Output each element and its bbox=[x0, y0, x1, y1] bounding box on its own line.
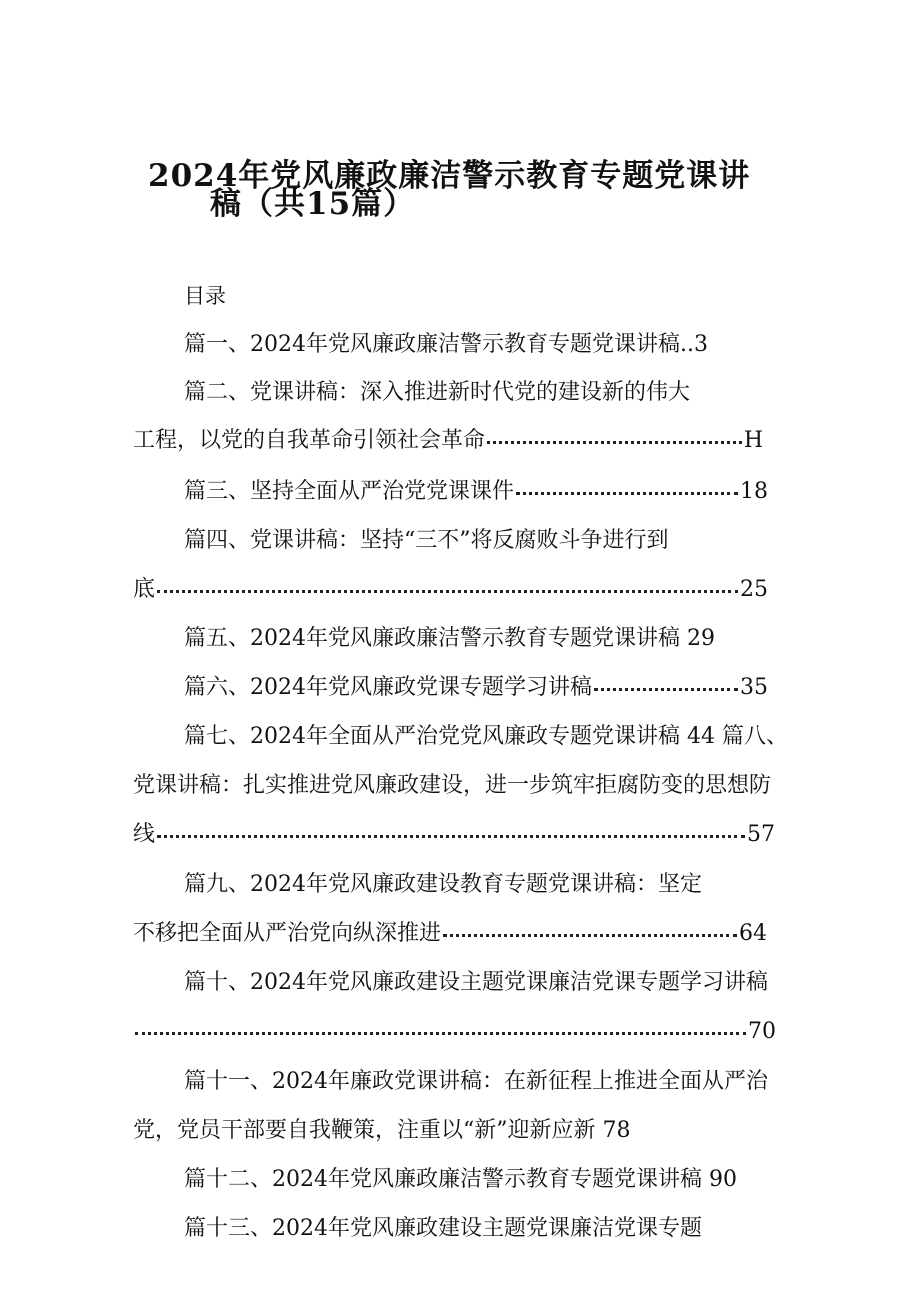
toc-label: 目录 bbox=[184, 284, 226, 308]
toc-entry[interactable]: 篇九、2024年党风廉政建设教育专题党课讲稿：坚定 bbox=[184, 872, 702, 897]
toc-page-number: 25 bbox=[740, 577, 768, 602]
toc-entry[interactable]: 篇十三、2024年党风廉政建设主题党课廉洁党课专题 bbox=[184, 1216, 702, 1241]
toc-entry-text: 不移把全面从严治党向纵深推进 bbox=[133, 921, 442, 946]
leader-dots bbox=[443, 933, 737, 937]
toc-page-number: H bbox=[743, 428, 763, 453]
toc-page-number: 57 bbox=[747, 822, 775, 847]
toc-entry[interactable] bbox=[133, 919, 767, 949]
toc-entry[interactable] bbox=[184, 673, 768, 703]
title-line-1: 2024年党风廉政廉洁警示教育专题党课讲 bbox=[148, 158, 751, 194]
toc-entry-text: 线 bbox=[133, 822, 156, 847]
toc-page-number: 35 bbox=[740, 675, 768, 700]
leader-dots bbox=[594, 687, 738, 691]
toc-entry[interactable] bbox=[133, 1017, 776, 1047]
toc-page-number: 70 bbox=[748, 1019, 776, 1044]
leader-dots bbox=[157, 834, 745, 838]
toc-entry[interactable] bbox=[133, 575, 768, 605]
title-line-2: 稿（共15篇） bbox=[210, 186, 416, 222]
toc-entry[interactable] bbox=[184, 477, 768, 507]
toc-entry-text: 篇六、2024年党风廉政党课专题学习讲稿 bbox=[184, 675, 592, 700]
toc-entry[interactable]: 篇十、2024年党风廉政建设主题党课廉洁党课专题学习讲稿 bbox=[184, 970, 768, 995]
toc-entry[interactable] bbox=[133, 820, 775, 850]
toc-entry[interactable]: 篇七、2024年全面从严治党党风廉政专题党课讲稿 44 篇八、 bbox=[184, 724, 788, 749]
toc-entry-text: 底 bbox=[133, 577, 156, 602]
leader-dots bbox=[135, 1031, 746, 1035]
leader-dots bbox=[516, 491, 738, 495]
leader-dots bbox=[487, 440, 742, 444]
toc-entry[interactable] bbox=[133, 426, 763, 456]
toc-entry[interactable]: 党课讲稿：扎实推进党风廉政建设，进一步筑牢拒腐防变的思想防 bbox=[133, 773, 772, 798]
toc-entry[interactable]: 篇四、党课讲稿：坚持“三不”将反腐败斗争进行到 bbox=[184, 528, 669, 553]
leader-dots bbox=[157, 589, 738, 593]
toc-entry[interactable]: 篇十二、2024年党风廉政廉洁警示教育专题党课讲稿 90 bbox=[184, 1167, 737, 1192]
toc-entry-text: 工程，以党的自我革命引领社会革命 bbox=[133, 428, 486, 453]
toc-page-number: 64 bbox=[739, 921, 767, 946]
toc-entry-text: 篇三、坚持全面从严治党党课课件 bbox=[184, 479, 515, 504]
toc-entry[interactable]: 篇十一、2024年廉政党课讲稿：在新征程上推进全面从严治 bbox=[184, 1069, 768, 1094]
toc-page-number: 18 bbox=[740, 479, 768, 504]
toc-entry[interactable]: 篇五、2024年党风廉政廉洁警示教育专题党课讲稿 29 bbox=[184, 626, 715, 651]
toc-entry[interactable]: 篇一、2024年党风廉政廉洁警示教育专题党课讲稿..3 bbox=[184, 332, 708, 357]
toc-entry[interactable]: 党，党员干部要自我鞭策，注重以“新”迎新应新 78 bbox=[133, 1118, 631, 1143]
toc-entry[interactable]: 篇二、党课讲稿：深入推进新时代党的建设新的伟大 bbox=[184, 380, 691, 405]
